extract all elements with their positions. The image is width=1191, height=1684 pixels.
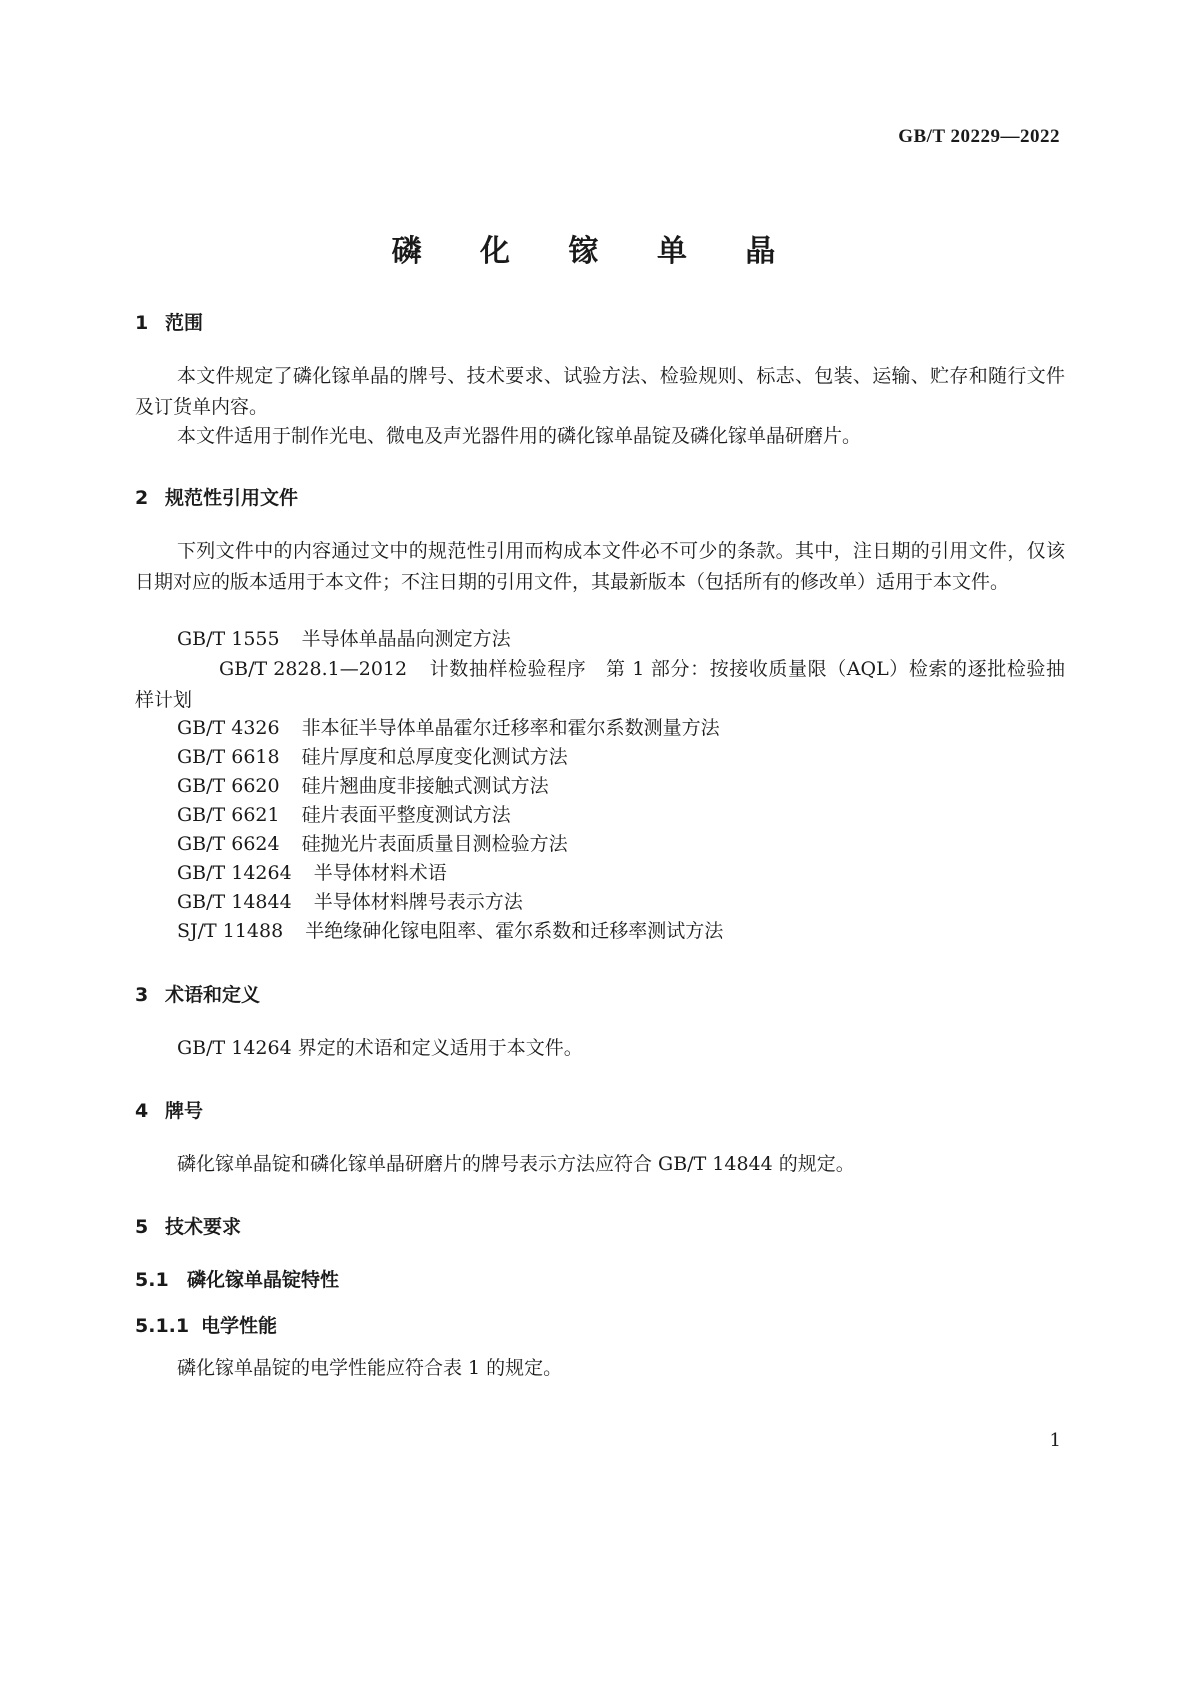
- reference-item: [135, 654, 1065, 716]
- reference-code: GB/T 6618: [177, 746, 280, 768]
- document-title: 磷 化 镓 单 晶: [391, 234, 800, 269]
- subsection-number: 5.1.1: [135, 1315, 190, 1337]
- section-2-heading: [135, 483, 298, 510]
- reference-item: [177, 916, 723, 947]
- subsection-title: 磷化镓单晶锭特性: [187, 1269, 340, 1291]
- reference-title: 半导体材料术语: [313, 862, 447, 884]
- subsection-5-1-1-heading: [135, 1311, 277, 1338]
- reference-item: [177, 858, 447, 889]
- reference-code: GB/T 4326: [177, 717, 280, 739]
- reference-title: 硅片厚度和总厚度变化测试方法: [301, 746, 568, 768]
- section-number: 1: [135, 312, 149, 334]
- reference-title: 硅抛光片表面质量目测检验方法: [301, 833, 568, 855]
- page-number: 1: [1049, 1430, 1061, 1451]
- reference-title: 硅片翘曲度非接触式测试方法: [301, 775, 549, 797]
- subsection-title: 电学性能: [201, 1315, 278, 1337]
- section-1-heading: [135, 308, 203, 335]
- reference-title: 半绝缘砷化镓电阻率、霍尔系数和迁移率测试方法: [305, 920, 724, 942]
- section-5-heading: [135, 1212, 241, 1239]
- reference-title: 硅片表面平整度测试方法: [301, 804, 511, 826]
- section-title: 术语和定义: [165, 984, 261, 1006]
- reference-title: 半导体材料牌号表示方法: [313, 891, 523, 913]
- references-intro: 下列文件中的内容通过文中的规范性引用而构成本文件必不可少的条款。其中，注日期的引用文件，仅该日期对应的版本适用于本文件；不注日期的引用文件，其最新版本（包括所有的修改单）适用于本文件。: [135, 540, 1065, 593]
- reference-item: [177, 742, 568, 773]
- grade-paragraph: 磷化镓单晶锭和磷化镓单晶研磨片的牌号表示方法应符合 GB/T 14844 的规定。: [177, 1153, 855, 1175]
- reference-title: 计数抽样检验程序 第 1 部分：按接收质量限（AQL）检索的逐批检验抽样计划: [135, 658, 1065, 711]
- standard-code: GB/T 20229—2022: [898, 126, 1060, 147]
- section-number: 2: [135, 487, 149, 509]
- section-title: 技术要求: [165, 1216, 242, 1238]
- reference-code: SJ/T 11488: [177, 920, 284, 942]
- electrical-properties-paragraph: 磷化镓单晶锭的电学性能应符合表 1 的规定。: [177, 1357, 563, 1379]
- reference-code: GB/T 14264: [177, 862, 292, 884]
- section-title: 牌号: [165, 1100, 204, 1122]
- reference-code: GB/T 6624: [177, 833, 280, 855]
- section-number: 3: [135, 984, 149, 1006]
- reference-code: GB/T 6621: [177, 804, 280, 826]
- reference-item: [177, 624, 511, 655]
- reference-item: [177, 800, 511, 831]
- section-4-heading: [135, 1096, 203, 1123]
- section-title: 范围: [165, 312, 204, 334]
- reference-code: GB/T 2828.1—2012: [219, 658, 408, 680]
- reference-item: [177, 713, 720, 744]
- reference-item: [177, 829, 568, 860]
- subsection-5-1-heading: [135, 1265, 339, 1292]
- terms-paragraph: GB/T 14264 界定的术语和定义适用于本文件。: [177, 1037, 583, 1059]
- section-3-heading: [135, 980, 260, 1007]
- section-number: 4: [135, 1100, 149, 1122]
- reference-item: [177, 771, 549, 802]
- reference-item: [177, 887, 523, 918]
- reference-code: GB/T 6620: [177, 775, 280, 797]
- reference-title: 半导体单晶晶向测定方法: [301, 628, 511, 650]
- scope-paragraph-2: 本文件适用于制作光电、微电及声光器件用的磷化镓单晶锭及磷化镓单晶研磨片。: [177, 425, 862, 447]
- reference-code: GB/T 1555: [177, 628, 280, 650]
- reference-code: GB/T 14844: [177, 891, 292, 913]
- section-number: 5: [135, 1216, 149, 1238]
- subsection-number: 5.1: [135, 1269, 169, 1291]
- reference-title: 非本征半导体单晶霍尔迁移率和霍尔系数测量方法: [301, 717, 720, 739]
- scope-paragraph-1: 本文件规定了磷化镓单晶的牌号、技术要求、试验方法、检验规则、标志、包装、运输、贮存和随行文件及订货单内容。: [135, 365, 1065, 418]
- section-title: 规范性引用文件: [165, 487, 299, 509]
